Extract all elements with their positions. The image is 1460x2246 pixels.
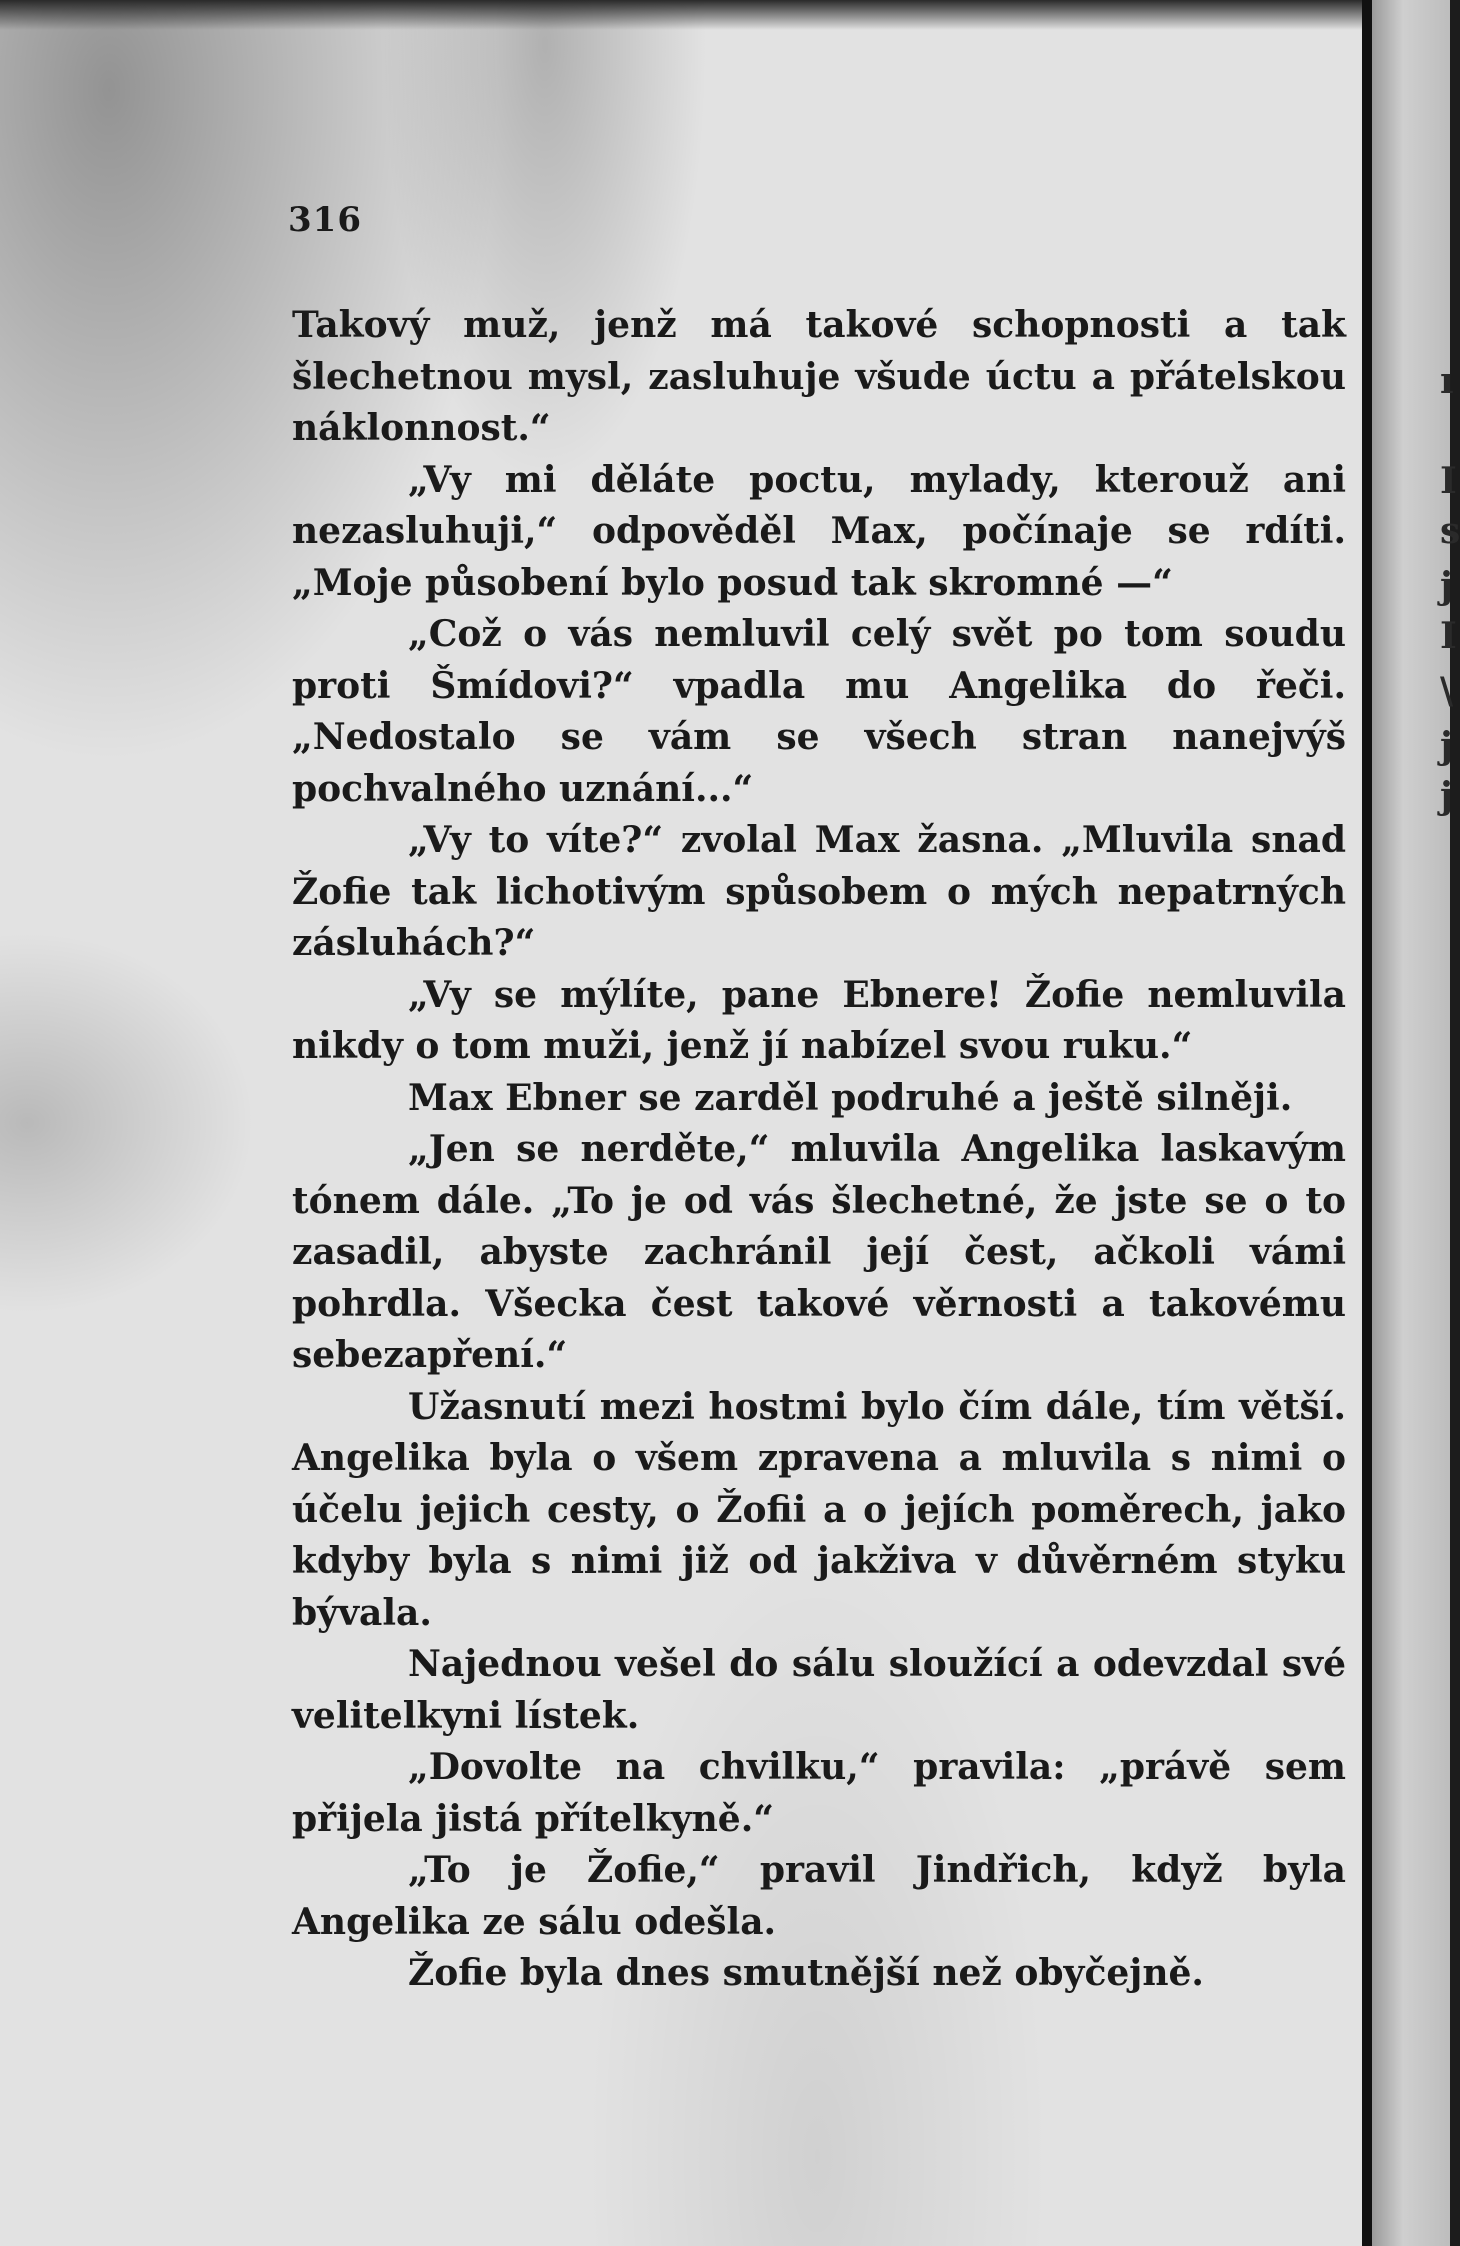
paragraph: „Jen se nerděte,“ mluvila Angelika laskavým tónem dále. „To je od vás šlechetné, že jste se o to zasadil, abyste zachránil její čest, ačkoli vámi pohrdla. Všecka čest takové věrnosti a takovému sebezapření.“ <box>292 1128 1346 1376</box>
adjacent-page-fragment: \ <box>1440 670 1454 712</box>
paragraph: Najednou vešel do sálu sloužící a odevzdal své velitelkyni lístek. <box>292 1643 1346 1737</box>
paragraph: Max Ebner se zarděl podruhé a ještě silněji. <box>408 1076 1293 1119</box>
adjacent-page-fragment: j <box>1440 565 1454 607</box>
scan-edge-shadow <box>0 0 1362 30</box>
adjacent-page-fragment: ı <box>1440 360 1454 402</box>
page-gutter <box>1362 0 1372 2246</box>
adjacent-page-edge <box>1372 0 1460 2246</box>
adjacent-page-fragment: j <box>1440 725 1454 767</box>
paragraph: „To je Žofie,“ pravil Jindřich, když byla Angelika ze sálu odešla. <box>292 1849 1346 1943</box>
paragraph: Takový muž, jenž má takové schopnosti a tak šlechetnou mysl, zasluhuje všude úctu a přátelskou náklonnost.“ <box>292 304 1346 449</box>
body-text <box>292 300 1346 2000</box>
adjacent-page-fragment: j <box>1440 775 1454 817</box>
adjacent-page-fragment: I <box>1440 615 1457 657</box>
paragraph: „Vy se mýlíte, pane Ebnere! Žofie nemluvila nikdy o tom muži, jenž jí nabízel svou ruku.“ <box>292 973 1346 1067</box>
adjacent-page-fragment: I <box>1440 460 1457 502</box>
paragraph: Užasnutí mezi hostmi bylo čím dále, tím větší. Angelika byla o všem zpravena a mluvila s nimi o účelu jejich cesty, o Žofii a o jejích poměrech, jako kdyby byla s nimi již od jakživa v důvěrném styku bývala. <box>292 1385 1346 1634</box>
paragraph: „Což o vás nemluvil celý svět po tom soudu proti Šmídovi?“ vpadla mu Angelika do řeči. „Nedostalo se vám se všech stran nanejvýš pochvalného uznání...“ <box>292 613 1346 810</box>
paragraph: „Dovolte na chvilku,“ pravila: „právě sem přijela jistá přítelkyně.“ <box>292 1746 1346 1840</box>
paragraph: „Vy to víte?“ zvolal Max žasna. „Mluvila snad Žofie tak lichotivým spůsobem o mých nepatrných zásluhách?“ <box>292 819 1346 964</box>
page-number: 316 <box>288 200 362 240</box>
adjacent-page-fragment: s <box>1440 510 1460 552</box>
paragraph: Žofie byla dnes smutnější než obyčejně. <box>408 1952 1204 1994</box>
paragraph: „Vy mi děláte poctu, mylady, kterouž ani nezasluhuji,“ odpověděl Max, počínaje se rdíti. „Moje působení bylo posud tak skromné —“ <box>292 458 1346 604</box>
